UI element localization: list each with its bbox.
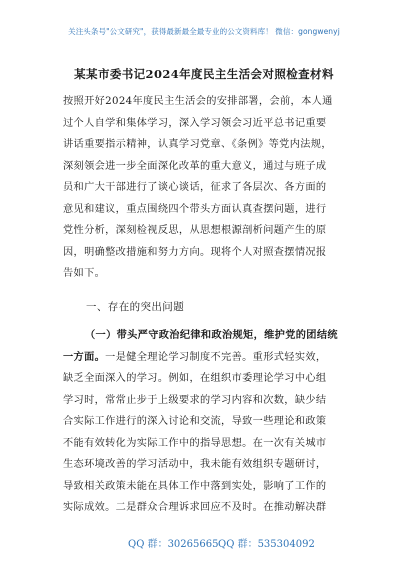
header-promo-note: 关注头条号"公文研究"，获得最新最全最专业的公文资料库！ 微信：gongwenyj xyxy=(68,27,340,36)
paragraph-line: 导致相关政策未能在具体工作中落到实处，影响了工作的 xyxy=(63,480,327,492)
paragraph-line: 生态环境改善的学习活动中，我未能有效组织专题研讨， xyxy=(63,459,327,470)
paragraph-line: 意见和建议，重点围绕四个带头方面认真查摆问题，进行 xyxy=(63,203,327,215)
paragraph-line: 因，明确整改措施和努力方向。现将个人对照查摆情况报 xyxy=(63,246,327,258)
subheading-continuation xyxy=(63,352,326,363)
paragraph-line: 按照开好2024年度民主生活会的安排部署，会前，本人通 xyxy=(63,96,333,107)
footer-qq-group-2: QQ 群：535304092 xyxy=(218,539,315,550)
paragraph-text: 一是健全理论学习制度不完善。重形式轻实效， xyxy=(105,351,327,363)
paragraph-line: 告如下。 xyxy=(63,268,106,279)
paragraph-line: 不能有效转化为实际工作中的指导思想。在一次有关城市 xyxy=(63,437,327,449)
subheading-tail: 一方面。 xyxy=(63,350,106,363)
paragraph-line: 缺乏全面深入的学习。例如，在组织市委理论学习中心组 xyxy=(63,373,327,384)
paragraph-line: 学习时，常常止步于上级要求的学习内容和次数，缺少结 xyxy=(63,394,327,406)
paragraph-line: 合实际工作进行的深入讨论和交流，导致一些理论和政策 xyxy=(63,416,327,427)
paragraph-line: 党性分析，深刻检视反思，从思想根源剖析问题产生的原 xyxy=(63,225,327,236)
footer-qq-group-1: QQ 群：30265665 xyxy=(128,539,219,550)
body-paragraph xyxy=(63,325,349,519)
subheading-line: （一）带头严守政治纪律和政治规矩，维护党的团结统 xyxy=(85,329,338,341)
paragraph-line: 员和广大干部进行了谈心谈话，征求了各层次、各方面的 xyxy=(63,182,327,193)
paragraph-line xyxy=(63,347,349,369)
intro-paragraph xyxy=(63,91,349,285)
paragraph-line: 深刻领会进一步全面深化改革的重大意义，通过与班子成 xyxy=(63,160,327,172)
paragraph-line: 过个人自学和集体学习，深入学习领会习近平总书记重要 xyxy=(63,117,327,129)
paragraph-line: 讲话重要指示精神，认真学习党章、《条例》等党内法规， xyxy=(63,139,332,150)
paragraph-line: 实际成效。二是群众合理诉求回应不及时。在推动解决群 xyxy=(63,502,327,513)
document-title: 某某市委书记2024年度民主生活会对照检查材料 xyxy=(74,67,334,81)
section-heading: 一、存在的突出问题 xyxy=(86,301,185,313)
